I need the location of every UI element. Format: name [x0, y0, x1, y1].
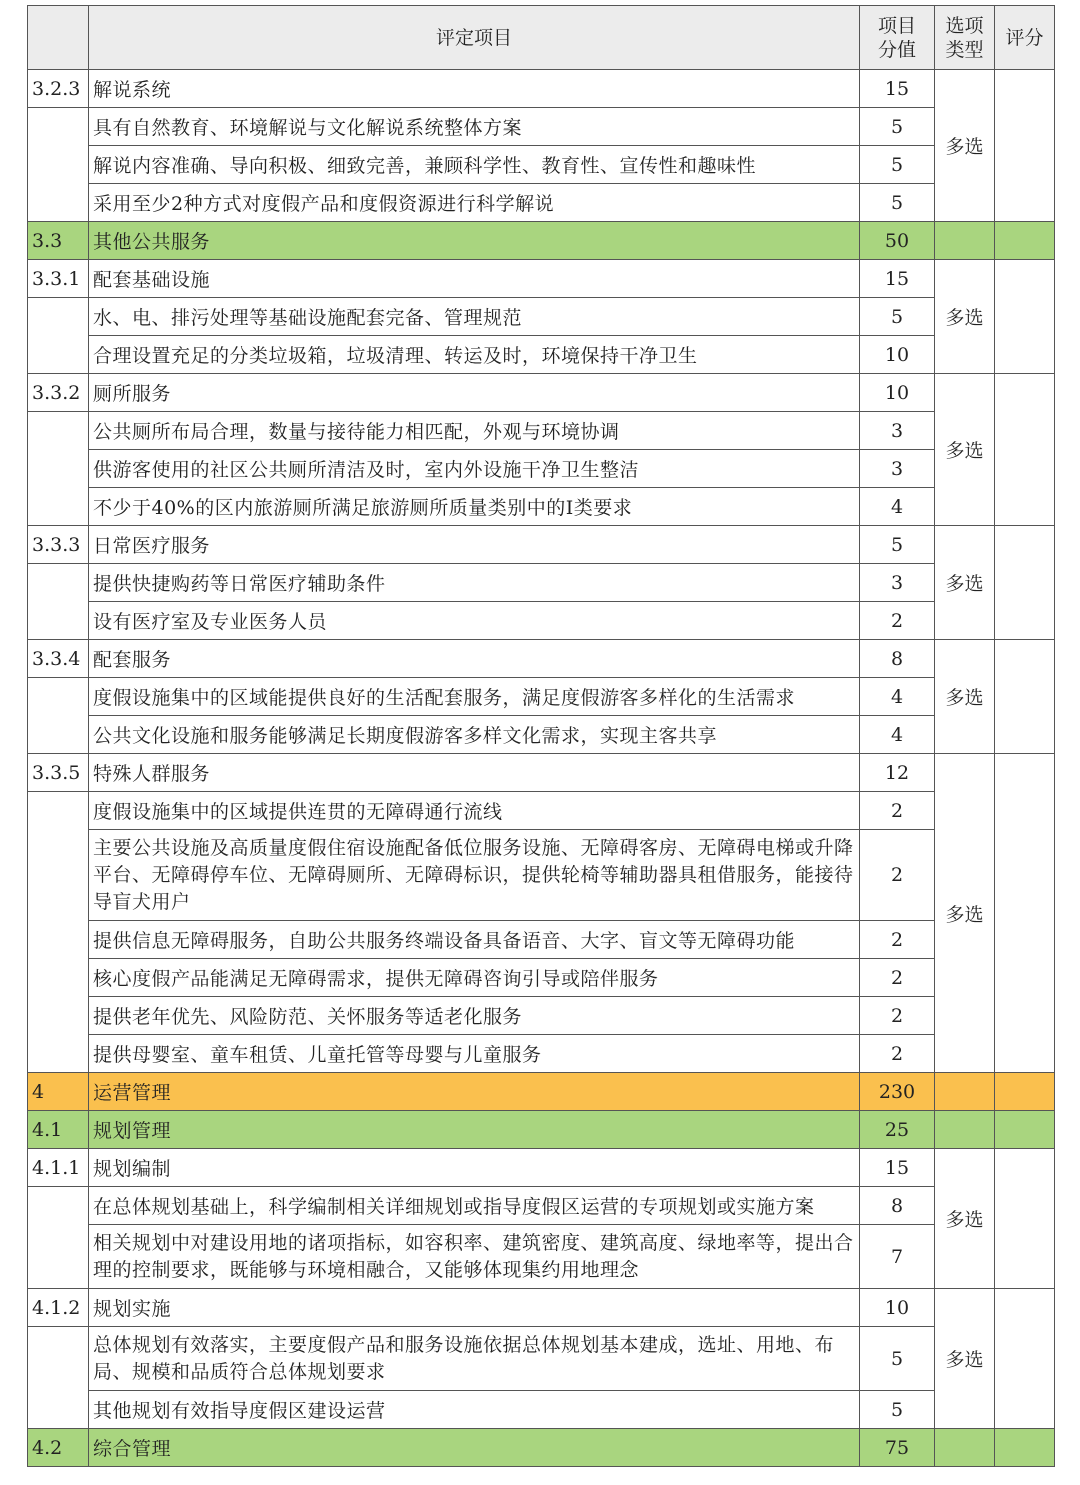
table-row [28, 1111, 1055, 1149]
row-item-text: 提供老年优先、风险防范、关怀服务等适老化服务 [89, 997, 860, 1035]
row-option-type: 多选 [935, 1149, 995, 1289]
table-row [28, 526, 1055, 564]
row-option-type: 多选 [935, 640, 995, 754]
row-item-text: 度假设施集中的区域能提供良好的生活配套服务，满足度假游客多样化的生活需求 [89, 678, 860, 716]
row-score: 2 [860, 1035, 935, 1073]
row-option-type: 多选 [935, 754, 995, 1073]
row-score: 3 [860, 564, 935, 602]
row-item-text: 公共厕所布局合理，数量与接待能力相匹配，外观与环境协调 [89, 412, 860, 450]
row-item-text: 配套服务 [89, 640, 860, 678]
row-option-type: 多选 [935, 526, 995, 640]
table-row [28, 450, 1055, 488]
row-score: 12 [860, 754, 935, 792]
row-rating-cell [995, 1073, 1055, 1111]
header-type: 选项 类型 [935, 6, 995, 70]
row-score: 2 [860, 997, 935, 1035]
row-item-text: 规划实施 [89, 1289, 860, 1327]
table-row [28, 959, 1055, 997]
table-row [28, 412, 1055, 450]
row-score: 5 [860, 1391, 935, 1429]
row-number-blank [28, 678, 89, 754]
row-option-type: 多选 [935, 374, 995, 526]
row-item-text: 在总体规划基础上，科学编制相关详细规划或指导度假区运营的专项规划或实施方案 [89, 1187, 860, 1225]
row-score: 2 [860, 959, 935, 997]
table-row [28, 997, 1055, 1035]
row-rating-cell [995, 754, 1055, 1073]
table-row [28, 564, 1055, 602]
row-score: 8 [860, 640, 935, 678]
row-score: 10 [860, 1289, 935, 1327]
row-score: 15 [860, 260, 935, 298]
table-row [28, 298, 1055, 336]
row-score: 5 [860, 298, 935, 336]
row-option-type-blank [935, 222, 995, 260]
row-item-text: 规划编制 [89, 1149, 860, 1187]
row-number: 4.2 [28, 1429, 89, 1467]
table-row [28, 716, 1055, 754]
table-row [28, 1289, 1055, 1327]
row-score: 5 [860, 1327, 935, 1391]
table-row [28, 184, 1055, 222]
table-row [28, 1073, 1055, 1111]
row-item-text: 厕所服务 [89, 374, 860, 412]
row-item-text: 不少于40%的区内旅游厕所满足旅游厕所质量类别中的Ⅰ类要求 [89, 488, 860, 526]
row-option-type: 多选 [935, 70, 995, 222]
table-row [28, 222, 1055, 260]
row-number-blank [28, 1327, 89, 1429]
row-number-blank [28, 298, 89, 374]
row-number: 4 [28, 1073, 89, 1111]
row-number: 4.1 [28, 1111, 89, 1149]
row-rating-cell [995, 526, 1055, 640]
row-score: 5 [860, 146, 935, 184]
row-option-type-blank [935, 1111, 995, 1149]
row-number: 3.3.2 [28, 374, 89, 412]
row-number-blank [28, 564, 89, 640]
table-row [28, 1187, 1055, 1225]
row-number-blank [28, 1187, 89, 1289]
header-rating: 评分 [995, 6, 1055, 70]
row-number: 3.2.3 [28, 70, 89, 108]
table-row [28, 640, 1055, 678]
row-item-text: 合理设置充足的分类垃圾箱，垃圾清理、转运及时，环境保持干净卫生 [89, 336, 860, 374]
row-number: 3.3.1 [28, 260, 89, 298]
row-item-text: 其他公共服务 [89, 222, 860, 260]
row-item-text: 水、电、排污处理等基础设施配套完备、管理规范 [89, 298, 860, 336]
row-item-text: 核心度假产品能满足无障碍需求，提供无障碍咨询引导或陪伴服务 [89, 959, 860, 997]
row-score: 50 [860, 222, 935, 260]
table-body [28, 70, 1055, 1467]
row-score: 230 [860, 1073, 935, 1111]
table-row [28, 792, 1055, 830]
table-row [28, 678, 1055, 716]
table-row [28, 1429, 1055, 1467]
row-rating-cell [995, 260, 1055, 374]
row-score: 2 [860, 921, 935, 959]
row-number: 3.3 [28, 222, 89, 260]
row-number-blank [28, 792, 89, 1073]
row-item-text: 总体规划有效落实，主要度假产品和服务设施依据总体规划基本建成，选址、用地、布局、规模和品质符合总体规划要求 [89, 1327, 860, 1391]
row-item-text: 解说内容准确、导向积极、细致完善，兼顾科学性、教育性、宣传性和趣味性 [89, 146, 860, 184]
row-score: 5 [860, 108, 935, 146]
row-score: 4 [860, 488, 935, 526]
header-item: 评定项目 [89, 6, 860, 70]
table-row [28, 488, 1055, 526]
row-item-text: 供游客使用的社区公共厕所清洁及时，室内外设施干净卫生整洁 [89, 450, 860, 488]
row-item-text: 提供母婴室、童车租赁、儿童托管等母婴与儿童服务 [89, 1035, 860, 1073]
row-item-text: 配套基础设施 [89, 260, 860, 298]
row-score: 2 [860, 830, 935, 921]
row-item-text: 综合管理 [89, 1429, 860, 1467]
table-row [28, 602, 1055, 640]
table-row [28, 1327, 1055, 1391]
row-score: 3 [860, 450, 935, 488]
row-item-text: 规划管理 [89, 1111, 860, 1149]
table-row [28, 1035, 1055, 1073]
table-row [28, 260, 1055, 298]
table-row [28, 921, 1055, 959]
table-row [28, 754, 1055, 792]
row-number: 3.3.3 [28, 526, 89, 564]
row-item-text: 解说系统 [89, 70, 860, 108]
row-score: 5 [860, 526, 935, 564]
row-number-blank [28, 412, 89, 526]
row-item-text: 特殊人群服务 [89, 754, 860, 792]
row-option-type: 多选 [935, 1289, 995, 1429]
table-row [28, 108, 1055, 146]
row-item-text: 公共文化设施和服务能够满足长期度假游客多样文化需求，实现主客共享 [89, 716, 860, 754]
row-item-text: 提供信息无障碍服务，自助公共服务终端设备具备语音、大字、盲文等无障碍功能 [89, 921, 860, 959]
row-item-text: 设有医疗室及专业医务人员 [89, 602, 860, 640]
table-row [28, 1149, 1055, 1187]
row-number: 4.1.1 [28, 1149, 89, 1187]
row-score: 4 [860, 716, 935, 754]
row-rating-cell [995, 1429, 1055, 1467]
table-row [28, 336, 1055, 374]
row-item-text: 其他规划有效指导度假区建设运营 [89, 1391, 860, 1429]
row-score: 2 [860, 792, 935, 830]
row-rating-cell [995, 1111, 1055, 1149]
table-row [28, 146, 1055, 184]
row-item-text: 采用至少2种方式对度假产品和度假资源进行科学解说 [89, 184, 860, 222]
row-item-text: 运营管理 [89, 1073, 860, 1111]
row-item-text: 提供快捷购药等日常医疗辅助条件 [89, 564, 860, 602]
row-number: 3.3.4 [28, 640, 89, 678]
row-score: 3 [860, 412, 935, 450]
row-score: 10 [860, 336, 935, 374]
row-item-text: 日常医疗服务 [89, 526, 860, 564]
evaluation-table [27, 5, 1055, 1467]
row-score: 15 [860, 1149, 935, 1187]
row-item-text: 主要公共设施及高质量度假住宿设施配备低位服务设施、无障碍客房、无障碍电梯或升降平台、无障碍停车位、无障碍厕所、无障碍标识，提供轮椅等辅助器具租借服务，能接待导盲犬用户 [89, 830, 860, 921]
row-rating-cell [995, 222, 1055, 260]
row-item-text: 具有自然教育、环境解说与文化解说系统整体方案 [89, 108, 860, 146]
row-number: 4.1.2 [28, 1289, 89, 1327]
table-row [28, 1391, 1055, 1429]
header-score: 项目 分值 [860, 6, 935, 70]
row-rating-cell [995, 640, 1055, 754]
row-score: 7 [860, 1225, 935, 1289]
row-rating-cell [995, 374, 1055, 526]
row-rating-cell [995, 70, 1055, 222]
row-score: 10 [860, 374, 935, 412]
row-rating-cell [995, 1289, 1055, 1429]
table-row [28, 70, 1055, 108]
row-number-blank [28, 108, 89, 222]
row-score: 25 [860, 1111, 935, 1149]
header-number [28, 6, 89, 70]
row-option-type: 多选 [935, 260, 995, 374]
table-row [28, 830, 1055, 921]
row-score: 8 [860, 1187, 935, 1225]
row-score: 75 [860, 1429, 935, 1467]
table-row [28, 1225, 1055, 1289]
row-score: 4 [860, 678, 935, 716]
row-option-type-blank [935, 1073, 995, 1111]
row-rating-cell [995, 1149, 1055, 1289]
row-item-text: 相关规划中对建设用地的诸项指标，如容积率、建筑密度、建筑高度、绿地率等，提出合理的控制要求，既能够与环境相融合，又能够体现集约用地理念 [89, 1225, 860, 1289]
row-item-text: 度假设施集中的区域提供连贯的无障碍通行流线 [89, 792, 860, 830]
row-number: 3.3.5 [28, 754, 89, 792]
row-score: 5 [860, 184, 935, 222]
row-option-type-blank [935, 1429, 995, 1467]
row-score: 15 [860, 70, 935, 108]
table-row [28, 374, 1055, 412]
row-score: 2 [860, 602, 935, 640]
